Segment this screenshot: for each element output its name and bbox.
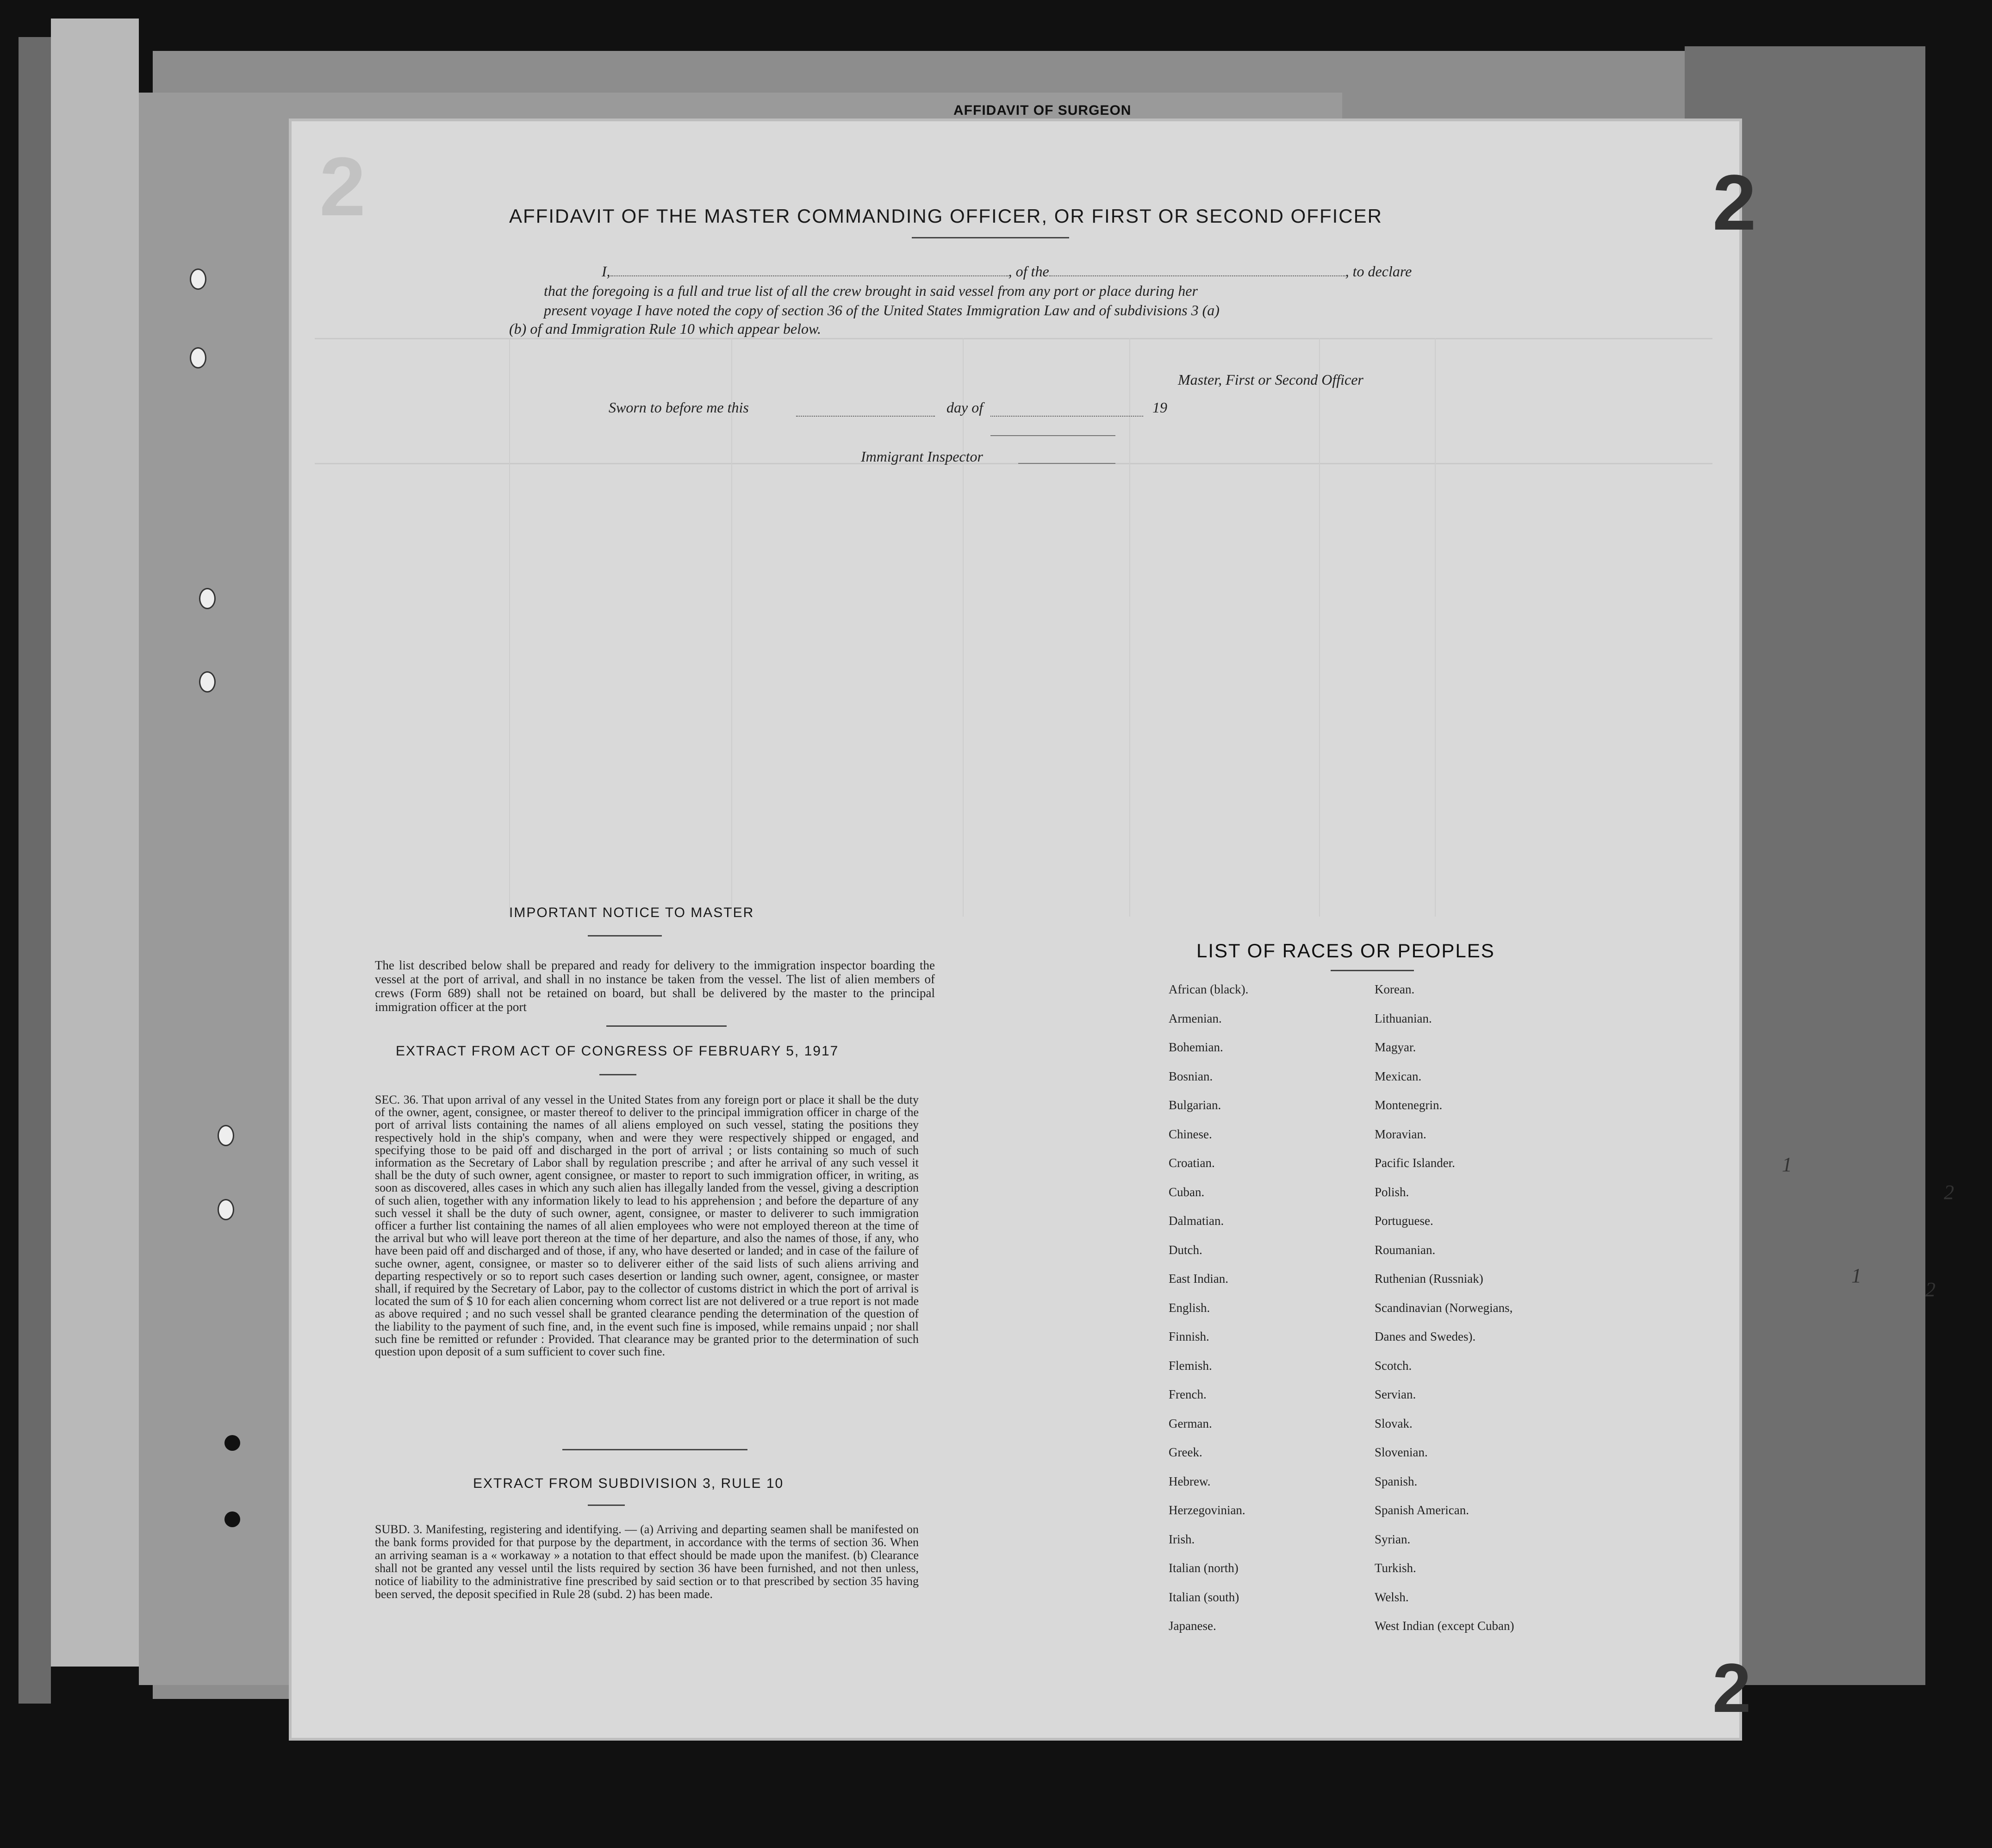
race-item: Cuban. [1169,1185,1205,1199]
sworn-label: Sworn to before me this [609,399,749,416]
punch-hole [218,1199,234,1220]
bleed-through-table [315,338,1712,917]
race-item: Korean. [1375,982,1415,996]
binder-pages [51,19,139,1667]
race-item: Spanish American. [1375,1503,1469,1517]
binder-edge [19,37,51,1704]
race-item: Lithuanian. [1375,1011,1432,1025]
affidavit-of-surgeon-heading: AFFIDAVIT OF SURGEON [953,103,1132,118]
race-item: Italian (south) [1169,1590,1239,1604]
race-item: Irish. [1169,1532,1195,1546]
inspector-line [1018,463,1115,464]
notice-text: The list described below shall be prepared and ready for delivery to the immigration inspector boarding the vessel at the port of arrival, and shall in no instance be taken from the vessel. The list of alien members of crews (Form 689) shall not be retained on board, but shall be delivered by the master to the principal immigration officer at the port [375,958,935,1014]
race-item: Servian. [1375,1387,1416,1401]
race-item: Welsh. [1375,1590,1409,1604]
inspector-signature-line [990,435,1115,436]
race-item: Mexican. [1375,1069,1422,1083]
races-right-column [1375,982,1569,1648]
race-item: Danes and Swedes). [1375,1330,1476,1343]
race-item: French. [1169,1387,1207,1401]
race-item: Ruthenian (Russniak) [1375,1272,1483,1286]
notice-rule [588,935,662,936]
act-bottom-rule [562,1449,747,1450]
race-item: Chinese. [1169,1127,1212,1141]
race-item: Scotch. [1375,1358,1412,1373]
race-item: Croatian. [1169,1156,1215,1170]
handwritten-mark: 1 [1851,1264,1861,1287]
master-signature-label: Master, First or Second Officer [1178,371,1363,388]
race-item: Flemish. [1169,1358,1212,1373]
race-item: Bulgarian. [1169,1098,1221,1112]
of-the-label: , of the [1008,263,1049,280]
race-item: German. [1169,1416,1212,1430]
races-rule [1331,970,1414,971]
ghost-number: 2 [1712,159,1756,247]
races-left-column [1169,982,1363,1648]
punch-hole [224,1435,240,1451]
to-declare-label: , to declare [1345,263,1412,280]
race-item: East Indian. [1169,1272,1228,1286]
affidavit-title: AFFIDAVIT OF THE MASTER COMMANDING OFFICER, OR FIRST OR SECOND OFFICER [509,205,1382,227]
race-item: Slovenian. [1375,1445,1428,1459]
act-heading: EXTRACT FROM ACT OF CONGRESS OF FEBRUARY 5, 1917 [396,1043,839,1059]
race-item: Japanese. [1169,1619,1216,1633]
inspector-label: Immigrant Inspector [861,448,983,465]
race-item: Italian (north) [1169,1561,1239,1575]
race-item: Hebrew. [1169,1474,1211,1488]
races-title: LIST OF RACES OR PEOPLES [1196,940,1495,961]
year-label: 19 [1152,399,1167,416]
i-label: I, [602,263,610,280]
affidavit-line-2: present voyage I have noted the copy of section 36 of the United States Immigration Law and of subdivisions 3 (a) [544,302,1220,318]
ghost-number: 2 [319,140,366,233]
race-item: Dutch. [1169,1242,1202,1257]
act-rule [599,1074,636,1075]
rule-text: SUBD. 3. Manifesting, registering and identifying. — (a) Arriving and departing seamen shall be manifested on the bank forms provided for that purpose by the department, in accordance with the terms of section 36. When an arriving seaman is a « workaway » a notation to that effect should be made upon the manifest. (b) Clearance shall not be granted any vessel until the lists required by section 36 have been furnished, and not then unless, notice of liability to the administrative fine prescribed by said section or to that prescribed by section 35 having been served, the deposit specified in Rule 28 (subd. 2) has been made. [375,1523,919,1601]
race-item: Polish. [1375,1185,1409,1199]
race-item: Syrian. [1375,1532,1411,1546]
name-blank [610,275,1008,276]
vessel-blank [1049,275,1345,276]
race-item: Dalmatian. [1169,1214,1224,1228]
rule-heading: EXTRACT FROM SUBDIVISION 3, RULE 10 [473,1476,784,1491]
race-item: Bosnian. [1169,1069,1213,1083]
race-item: Slovak. [1375,1416,1413,1430]
punch-hole [199,588,216,609]
race-item: Montenegrin. [1375,1098,1443,1112]
race-item: Pacific Islander. [1375,1156,1455,1170]
race-item: Armenian. [1169,1011,1222,1025]
punch-hole [218,1125,234,1146]
affidavit-line-0 [602,263,1435,280]
race-item: Magyar. [1375,1040,1416,1054]
handwritten-mark: 2 [1944,1181,1954,1204]
race-item: Portuguese. [1375,1214,1433,1228]
race-item: Spanish. [1375,1474,1418,1488]
handwritten-mark: 1 [1782,1153,1792,1176]
race-item: Bohemian. [1169,1040,1223,1054]
race-item: Herzegovinian. [1169,1503,1245,1517]
race-item: African (black). [1169,982,1249,996]
race-item: Greek. [1169,1445,1202,1459]
notice-heading: IMPORTANT NOTICE TO MASTER [509,905,754,920]
handwritten-mark: 2 [1925,1278,1936,1301]
punch-hole [224,1511,240,1527]
rule-heading-rule [588,1505,625,1506]
title-rule [912,237,1069,238]
race-item: Turkish. [1375,1561,1416,1575]
affidavit-line-1: that the foregoing is a full and true list of all the crew brought in said vessel from any port or place during her [544,282,1198,299]
sworn-month-blank [990,416,1143,417]
day-of-label: day of [946,399,984,416]
race-item: Scandinavian (Norwegians, [1375,1300,1513,1315]
ghost-number: 2 [1712,1649,1751,1727]
notice-bottom-rule [606,1025,727,1027]
race-item: West Indian (except Cuban) [1375,1619,1514,1633]
act-text: SEC. 36. That upon arrival of any vessel in the United States from any foreign port or place it shall be the duty of the owner, agent, consignee, or master thereof to deliver to the principal immigration officer in charge of the port of arrival lists containing the names of all aliens employed on such vessel, stating the positions they respectively hold in the ship's company, when and were they were respectively shipped or engaged, and specifying those to be paid off and discharged in the port of arrival ; or lists containing so much of such information as the Secretary of Labor shall by regulation prescribe ; and after he arrival of any such vessel it shall be the duty of such owner, agent consignee, or master to report to such immigration officer, in writing, as soon as discovered, alles cases in which any such alien has illegally landed from the vessel, giving a description of such alien, together with any information likely to lead to his apprehension ; and before the departure of any such vessel it shall be the duty of such owner, agent, consignee, or master to deliverer to such immigration officer a further list containing the names of all alien employees who were not employed thereon at the time of the arrival but who will leave port thereon at the time of her departure, and also the names of those, if any, who have been paid off and discharged and of those, if any, who have deserted or landed; and in case of the failure of suche owner, agent, consignee, or master so to deliverer either of the said lists of such aliens arriving and departing respectively or so to report such cases desertion or landing such owner, agent, consignee, or master shall, if required by the Secretary of Labor, pay to the collector of customs district in which the port of arrival is located the sum of $ 10 for each alien concerning whom correct list are not delivered or a true report is not made as above required ; and no such vessel shall be granted clearance pending the determination of the question of the liability to the payment of such fine, and, in the event such fine is imposed, while remains unpaid ; nor shall such fine be remitted or refunder : Provided. That clearance may be granted prior to the determination of such question upon deposit of a sum sufficient to cover such fine. [375,1093,919,1359]
race-item: English. [1169,1300,1210,1315]
punch-hole [190,268,206,290]
punch-hole [190,347,206,368]
race-item: Moravian. [1375,1127,1426,1141]
affidavit-line-3: (b) of and Immigration Rule 10 which appear below. [509,320,821,337]
sworn-day-blank [796,416,935,417]
race-item: Roumanian. [1375,1242,1436,1257]
punch-hole [199,671,216,693]
race-item: Finnish. [1169,1330,1209,1343]
